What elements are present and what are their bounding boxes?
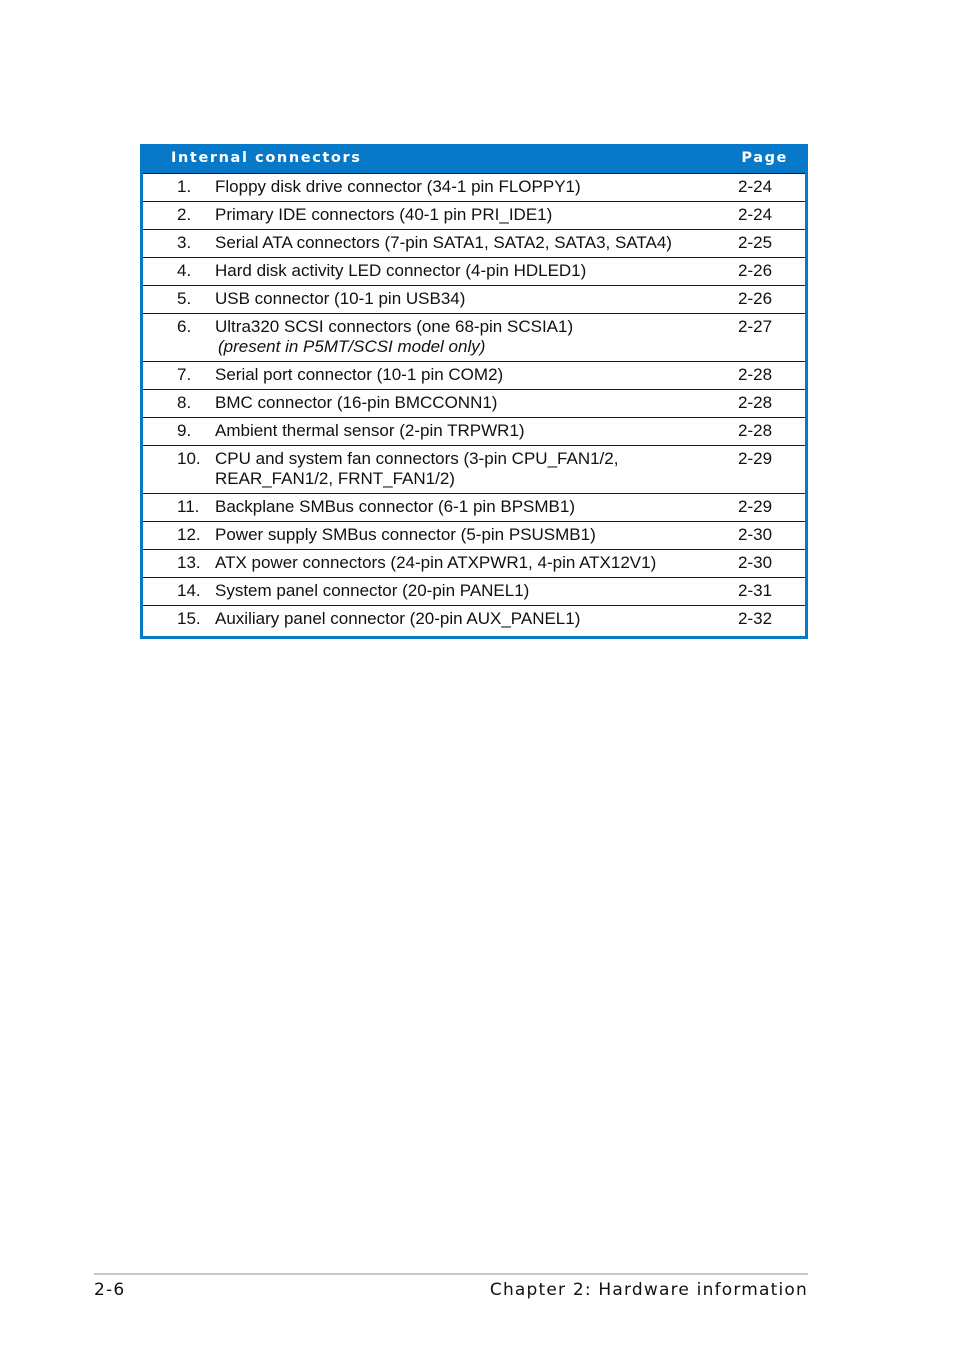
row-description: Hard disk activity LED connector (4-pin HDLED1) (215, 261, 587, 280)
internal-connectors-table (140, 144, 808, 639)
table-row (143, 521, 805, 549)
row-page: 2-26 (738, 261, 773, 280)
row-page: 2-27 (738, 317, 773, 336)
row-number: 3. (177, 233, 192, 252)
row-number: 8. (177, 393, 192, 412)
row-page: 2-32 (738, 609, 773, 628)
row-description: Floppy disk drive connector (34-1 pin FLOPPY1) (215, 177, 581, 196)
table-row (143, 313, 805, 361)
footer-page-number: 2-6 (94, 1280, 126, 1300)
row-number: 5. (177, 289, 192, 308)
row-page: 2-29 (738, 497, 773, 516)
header-page: Page (741, 150, 788, 166)
row-page: 2-24 (738, 177, 773, 196)
table-row (143, 417, 805, 445)
footer-divider (94, 1273, 808, 1275)
row-number: 1. (177, 177, 192, 196)
row-description: USB connector (10-1 pin USB34) (215, 289, 466, 308)
row-number: 12. (177, 525, 201, 544)
table-row (143, 493, 805, 521)
row-number: 13. (177, 553, 201, 572)
row-number: 4. (177, 261, 192, 280)
row-description: System panel connector (20-pin PANEL1) (215, 581, 530, 600)
table-header (140, 144, 808, 173)
row-number: 15. (177, 609, 201, 628)
row-page: 2-30 (738, 525, 773, 544)
row-number: 9. (177, 421, 192, 440)
row-description: Serial ATA connectors (7-pin SATA1, SATA2, SATA3, SATA4) (215, 233, 672, 252)
row-description: Primary IDE connectors (40-1 pin PRI_IDE1) (215, 205, 553, 224)
header-title: Internal connectors (171, 150, 362, 166)
row-description: ATX power connectors (24-pin ATXPWR1, 4-pin ATX12V1) (215, 553, 657, 572)
row-page: 2-28 (738, 421, 773, 440)
row-number: 11. (177, 497, 200, 516)
row-number: 14. (177, 581, 201, 600)
row-page: 2-25 (738, 233, 773, 252)
row-page: 2-24 (738, 205, 773, 224)
table-row (143, 577, 805, 605)
table-row (143, 257, 805, 285)
table-row (143, 445, 805, 493)
table-row (143, 201, 805, 229)
row-description: Backplane SMBus connector (6-1 pin BPSMB1) (215, 497, 576, 516)
row-number: 7. (177, 365, 192, 384)
row-number: 2. (177, 205, 192, 224)
row-description-block (215, 317, 735, 357)
table-row (143, 361, 805, 389)
row-description: Serial port connector (10-1 pin COM2) (215, 365, 504, 384)
table-row (143, 389, 805, 417)
row-note: (present in P5MT/SCSI model only) (218, 337, 486, 356)
table-row (143, 605, 805, 636)
table-row (143, 549, 805, 577)
row-number: 6. (177, 317, 192, 336)
row-description: Ultra320 SCSI connectors (one 68-pin SCSIA1) (215, 317, 574, 336)
row-page: 2-28 (738, 393, 773, 412)
row-page: 2-30 (738, 553, 773, 572)
footer-chapter-title: Chapter 2: Hardware information (489, 1280, 808, 1300)
row-description: CPU and system fan connectors (3-pin CPU_FAN1/2, REAR_FAN1/2, FRNT_FAN1/2) (215, 449, 619, 488)
row-page: 2-28 (738, 365, 773, 384)
table-row (143, 285, 805, 313)
row-page: 2-26 (738, 289, 773, 308)
row-description: Ambient thermal sensor (2-pin TRPWR1) (215, 421, 525, 440)
row-number: 10. (177, 449, 201, 468)
table-row (143, 229, 805, 257)
row-description: BMC connector (16-pin BMCCONN1) (215, 393, 498, 412)
row-description: Power supply SMBus connector (5-pin PSUSMB1) (215, 525, 596, 544)
table-row (143, 173, 805, 201)
row-page: 2-31 (738, 581, 773, 600)
row-page: 2-29 (738, 449, 773, 468)
row-description: Auxiliary panel connector (20-pin AUX_PANEL1) (215, 609, 581, 628)
